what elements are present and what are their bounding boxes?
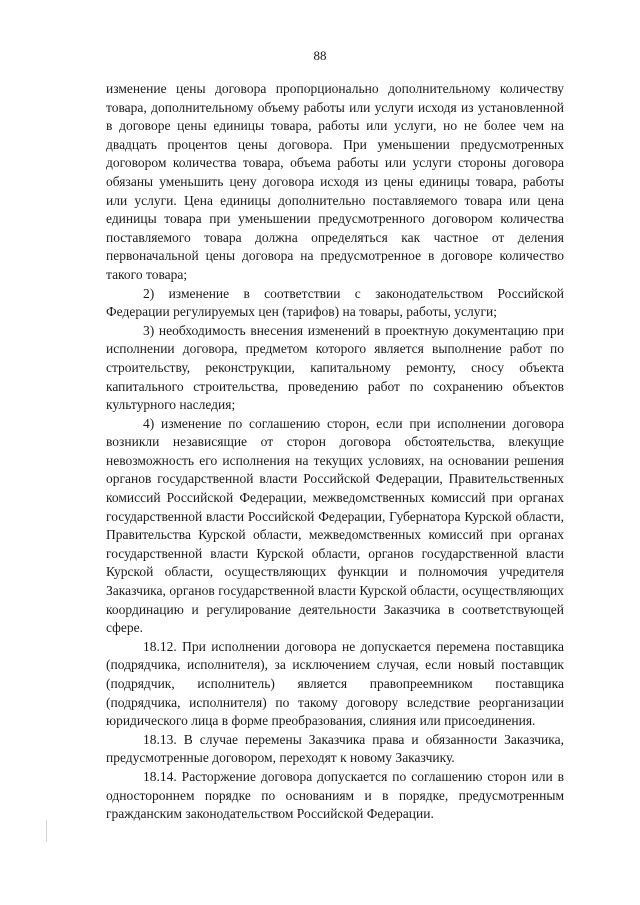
paragraph-item-3: 3) необходимость внесения изменений в проектную документацию при исполнении договора, предметом которого является выполнение работ по строительству, реконструкции, капитальному ремонту, сносу объекта капитального строительства, проведению работ по сохранению объектов культурного наследия; xyxy=(106,322,564,413)
paragraph-18-14: 18.14. Расторжение договора допускается по соглашению сторон или в одностороннем порядке по основаниям и в порядке, предусмотренным гражданским законодательством Российской Федерации. xyxy=(106,768,564,822)
page-number: 88 xyxy=(313,48,327,63)
paragraph-item-2: 2) изменение в соответствии с законодательством Российской Федерации регулируемых цен (тарифов) на товары, работы, услуги; xyxy=(106,285,564,320)
paragraph-price-change-continuation: изменение цены договора пропорционально дополнительному количеству товара, дополнительному объему работы или услуги исходя из установленной в договоре цены единицы товара, работы или услуги, но не более чем на двадцать процентов цены договора. При уменьшении предусмотренных договором количества товара, объема работы или услуги стороны договора обязаны уменьшить цену договора исходя из цены единицы товара, работы или услуги. Цена единицы дополнительно поставляемого товара или цена единицы товара при уменьшении предусмотренного договором количества поставляемого товара должна определяться как частное от деления первоначальной цены договора на предусмотренное в договоре количество такого товара; xyxy=(106,81,564,282)
document-body xyxy=(106,80,564,824)
scan-margin-mark xyxy=(46,820,47,842)
paragraph-item-4: 4) изменение по соглашению сторон, если при исполнении договора возникли независящие от сторон договора обстоятельства, влекущие невозможность его исполнения на текущих условиях, на основании решения органов государственной власти Российской Федерации, Правительственных комиссий Российской Федерации, межведомственных комиссий при органах государственной власти Российской Федерации, Губернатора Курской области, Правительства Курской области, межведомственных комиссий при органах государственной власти Курской области, органов государственной власти Курской области, осуществляющих функции и полномочия учредителя Заказчика, органов государственной власти Курской области, осуществляющих координацию и регулирование деятельности Заказчика в соответствующей сфере. xyxy=(106,415,564,636)
paragraph-18-12: 18.12. При исполнении договора не допускается перемена поставщика (подрядчика, исполнителя), за исключением случая, если новый поставщик (подрядчик, исполнитель) является правопреемником поставщика (подрядчика, исполнителя) по такому договору вследствие реорганизации юридического лица в форме преобразования, слияния или присоединения. xyxy=(106,638,564,729)
paragraph-18-13: 18.13. В случае перемены Заказчика права и обязанности Заказчика, предусмотренные договором, переходят к новому Заказчику. xyxy=(106,731,564,766)
